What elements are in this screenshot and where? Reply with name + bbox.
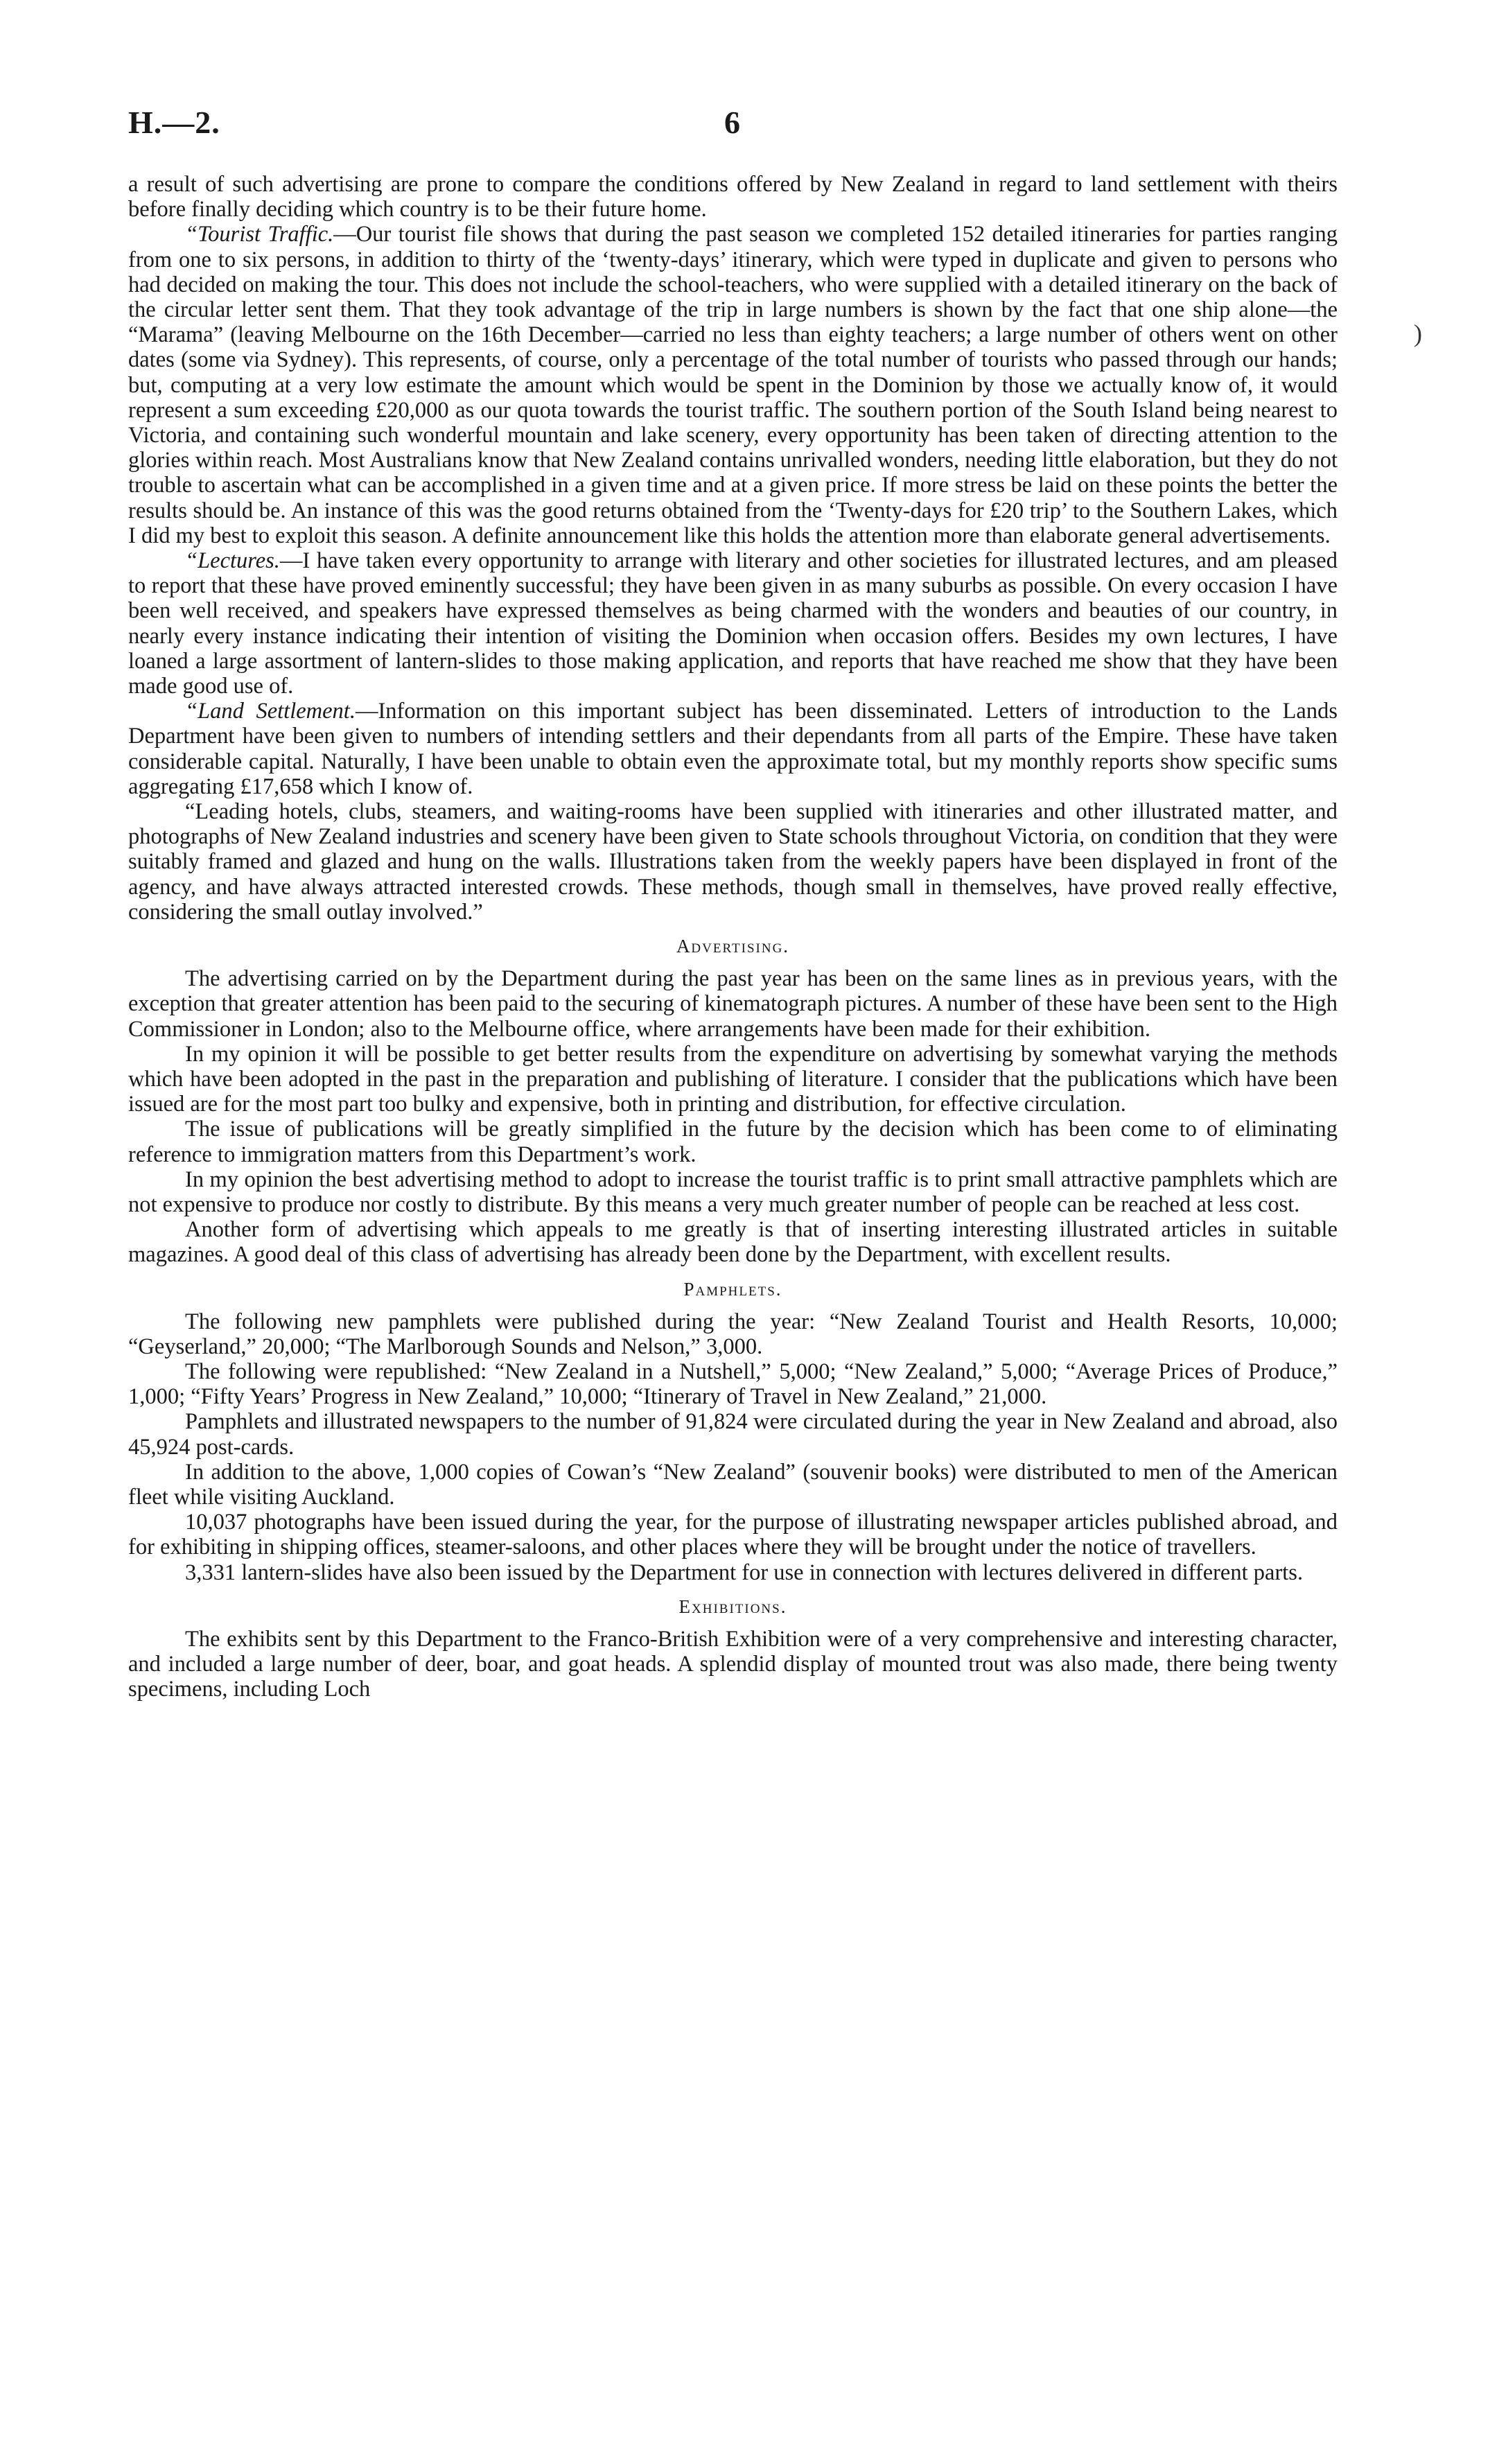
paragraph-hotels: “Leading hotels, clubs, steamers, and waiting-rooms have been supplied with itineraries and other illustrated matter, and photographs of New Zealand industries and scenery have been given to State schools throughout Victoria, on condition that they were suitably framed and glazed and hung on the walls. Illustrations taken from the weekly papers have been displayed in front of the agency, and have always attracted interested crowds. These methods, though small in themselves, have proved really effective, considering the small outlay involved.” xyxy=(128,799,1338,925)
pamphlets-paragraph: 10,037 photographs have been issued during the year, for the purpose of illustrating newspaper articles published abroad, and for exhibiting in shipping offices, steamer-saloons, and other places where they will be brought under the notice of travellers. xyxy=(128,1510,1338,1560)
paragraph-lectures xyxy=(128,548,1338,699)
lead-tourist-traffic: “Tourist Traffic. xyxy=(185,222,334,247)
heading-pamphlets: Pamphlets. xyxy=(683,1278,782,1300)
heading-exhibitions: Exhibitions. xyxy=(678,1596,787,1617)
paragraph-continuation: a result of such advertising are prone to compare the conditions offered by New Zealand in regard to land settlement with theirs before finally deciding which country is to be their future home. xyxy=(128,172,1338,222)
advertising-paragraph: Another form of advertising which appeals to me greatly is that of inserting interesting illustrated articles in suitable magazines. A good deal of this class of advertising has already been done by the Department, with excellent results. xyxy=(128,1217,1338,1268)
advertising-paragraph: In my opinion the best advertising method to adopt to increase the tourist traffic is to print small attractive pamphlets which are not expensive to produce nor costly to distribute. By this means a very much greater number of people can be reached at less cost. xyxy=(128,1167,1338,1217)
page-header xyxy=(128,104,1362,146)
pamphlets-paragraph: In addition to the above, 1,000 copies of Cowan’s “New Zealand” (souvenir books) were distributed to men of the American fleet while visiting Auckland. xyxy=(128,1459,1338,1510)
report-body xyxy=(128,172,1338,1702)
heading-advertising: Advertising. xyxy=(676,936,790,957)
pamphlets-paragraph: The following new pamphlets were published during the year: “New Zealand Tourist and Health Resorts, 10,000; “Geyserland,” 20,000; “The Marlborough Sounds and Nelson,” 3,000. xyxy=(128,1309,1338,1359)
paragraph-tourist-traffic xyxy=(128,222,1338,548)
exhibitions-paragraph: The exhibits sent by this Department to the Franco-British Exhibition were of a very comprehensive and interesting character, and included a large number of deer, boar, and goat heads. A splendid display of mounted trout was also made, there being twenty specimens, including Loch xyxy=(128,1626,1338,1702)
report-reference: H.—2. xyxy=(128,105,220,140)
paragraph-land-settlement xyxy=(128,699,1338,799)
text-lectures: —I have taken every opportunity to arrange with literary and other societies for illustrated lectures, and am pleased to report that these have proved eminently successful; they have been given in as many suburbs as possible. On every occasion I have been well received, and speakers have expressed themselves as being charmed with the wonders and beauties of our country, in nearly every instance indicating their intention of visiting the Dominion when occasion offers. Besides my own lectures, I have loaned a large assortment of lantern-slides to those making application, and reports that have reached me show that they have been made good use of. xyxy=(128,548,1338,699)
lead-lectures: “Lectures. xyxy=(185,548,280,574)
text-tourist-traffic: —Our tourist file shows that during the past season we completed 152 detailed itineraries for parties ranging from one to six persons, in addition to thirty of the ‘twenty-days’ itinerary, which were typed in duplicate and given to persons who had decided on making the tour. This does not include the school-teachers, who were supplied with a detailed itinerary on the back of the circular letter sent them. That they took advantage of the trip in large numbers is shown by the fact that one ship alone—the “Marama” (leaving Melbourne on the 16th December—carried no less than eighty teachers; a large number of others went on other dates (some via Sydney). This represents, of course, only a percentage of the total number of tourists who passed through our hands; but, computing at a very low estimate the amount which would be spent in the Dominion by those we actually know of, it would represent a sum exceeding £20,000 as our quota towards the tourist traffic. The southern portion of the South Island being nearest to Victoria, and containing such wonderful mountain and lake scenery, every opportunity has been taken of directing attention to the glories within reach. Most Australians know that New Zealand contains unrivalled wonders, needing little elaboration, but they do not trouble to ascertain what can be accomplished in a given time and at a given price. If more stress be laid on these points the better the results should be. An instance of this was the good returns obtained from the ‘Twenty-days for £20 trip’ to the Southern Lakes, which I did my best to exploit this season. A definite announcement like this holds the attention more than elaborate general advertisements. xyxy=(128,222,1338,548)
page-number: 6 xyxy=(724,105,740,140)
lead-land-settlement: “Land Settlement. xyxy=(185,699,356,724)
advertising-paragraph: In my opinion it will be possible to get better results from the expenditure on advertising by somewhat varying the methods which have been adopted in the past in the preparation and publishing of literature. I consider that the publications which have been issued are for the most part too bulky and expensive, both in printing and distribution, for effective circulation. xyxy=(128,1041,1338,1117)
text-land-settlement: —Information on this important subject has been disseminated. Letters of introduction to the Lands Department have been given to numbers of intending settlers and their dependants from all parts of the Empire. These have taken considerable capital. Naturally, I have been unable to obtain even the approximate total, but my monthly reports show specific sums aggregating £17,658 which I know of. xyxy=(128,699,1338,799)
pamphlets-paragraph: 3,331 lantern-slides have also been issued by the Department for use in connection with lectures delivered in different parts. xyxy=(185,1559,1304,1585)
pamphlets-paragraph: Pamphlets and illustrated newspapers to the number of 91,824 were circulated during the year in New Zealand and abroad, also 45,924 post-cards. xyxy=(128,1409,1338,1460)
advertising-paragraph: The issue of publications will be greatly simplified in the future by the decision which has been come to of eliminating reference to immigration matters from this Department’s work. xyxy=(128,1117,1338,1167)
pamphlets-paragraph: The following were republished: “New Zealand in a Nutshell,” 5,000; “New Zealand,” 5,000; “Average Prices of Produce,” 1,000; “Fifty Years’ Progress in New Zealand,” 10,000; “Itinerary of Travel in New Zealand,” 21,000. xyxy=(128,1358,1338,1410)
margin-mark: ) xyxy=(1414,320,1422,347)
advertising-paragraph: The advertising carried on by the Department during the past year has been on the same lines as in previous years, with the exception that greater attention has been paid to the securing of kinematograph pictures. A number of these have been sent to the High Commissioner in London; also to the Melbourne office, where arrangements have been made for their exhibition. xyxy=(128,966,1338,1042)
